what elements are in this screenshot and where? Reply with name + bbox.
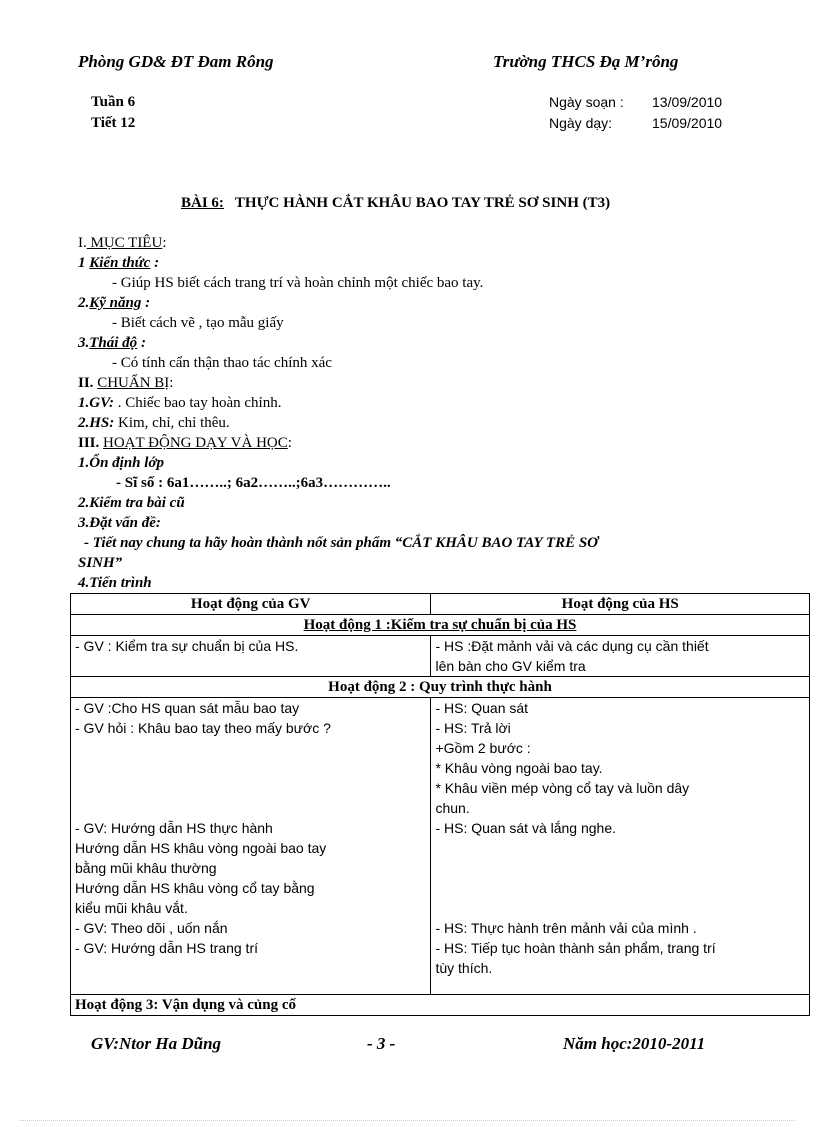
table-cell-line: - HS: Tiếp tục hoàn thành sản phẩm, trang trí [435, 940, 716, 956]
table-cell-line: Hướng dẫn HS khâu vòng cổ tay bằng [75, 880, 315, 896]
section-title: CHUẨN BỊ [97, 375, 170, 391]
table-cell-line: bằng mũi khâu thường [75, 860, 217, 876]
student-prep-text: Kim, chỉ, chỉ thêu. [114, 415, 230, 431]
lesson-body [78, 233, 798, 593]
student-label: 2.HS: [78, 415, 115, 431]
skills-heading [78, 293, 150, 313]
table-header-row [71, 594, 810, 615]
colon: : [137, 335, 146, 351]
prep-date-label: Ngày soạn : [549, 94, 624, 110]
heading-text: Kiến thức [89, 255, 151, 271]
step-procedure: 4.Tiến trình [78, 575, 152, 591]
activity-2-title: Hoạt động 2 : Quy trình thực hành [71, 677, 810, 698]
teach-date: 15/09/2010 [652, 115, 723, 131]
activity-1-row [71, 636, 810, 677]
section-preparation [78, 373, 173, 393]
table-cell-line: +Gồm 2 bước : [435, 740, 531, 756]
step-problem-statement: 3.Đặt vấn đề: [78, 515, 161, 531]
colon: : [169, 375, 174, 391]
activity-3-title: Hoạt động 3: Vận dụng và củng cố [71, 995, 810, 1016]
section-title: MỤC TIÊU [86, 235, 163, 251]
table-cell-line: Hướng dẫn HS khâu vòng ngoài bao tay [75, 840, 327, 856]
section-number: I. [78, 235, 87, 251]
activities-table [70, 593, 810, 1016]
prep-date: 13/09/2010 [652, 94, 723, 110]
teach-date-label: Ngày dạy: [549, 115, 613, 131]
problem-text-line1: - Tiết nay chung ta hãy hoàn thành nốt sản phẩm “CẮT KHÂU BAO TAY TRẺ SƠ [84, 535, 599, 551]
number: 3. [78, 335, 90, 351]
activity-1-student-cell [431, 636, 810, 677]
table-cell-line [435, 878, 805, 898]
table-cell-line [435, 858, 805, 878]
number: 1 [78, 255, 90, 271]
table-cell-line: lên bàn cho GV kiểm tra [435, 658, 586, 674]
table-cell-line [75, 758, 426, 778]
step-class-order: 1.Ổn định lớp [78, 455, 164, 471]
lesson-number: BÀI 6: [181, 195, 224, 211]
table-cell-line: - GV: Theo dõi , uốn nắn [75, 920, 228, 936]
section-activities [78, 433, 292, 453]
week-label: Tuần 6 [91, 94, 136, 110]
knowledge-heading [78, 253, 159, 273]
table-cell-line [75, 798, 426, 818]
table-cell-line: * Khâu viền mép vòng cổ tay và luồn dây [435, 780, 690, 796]
problem-text-line2: SINH” [78, 555, 123, 571]
activity-2-row [71, 698, 810, 995]
section-objectives [78, 233, 166, 253]
table-cell-line: kiểu mũi khâu vắt. [75, 900, 188, 916]
table-cell-line: - GV hỏi : Khâu bao tay theo mấy bước ? [75, 720, 331, 736]
column-header-teacher: Hoạt động của GV [71, 594, 431, 615]
colon: : [287, 435, 292, 451]
teacher-prep [78, 393, 281, 413]
colon: : [150, 255, 160, 271]
header-department: Phòng GD& ĐT Đam Rông [78, 52, 274, 71]
footer-school-year: Năm học:2010-2011 [563, 1034, 706, 1053]
table-cell-line [435, 838, 805, 858]
table-cell-line: - HS: Trả lời [435, 720, 511, 736]
teacher-label: 1.GV: [78, 395, 114, 411]
footer-teacher: GV:Ntor Ha Dũng [91, 1034, 222, 1053]
table-cell-line [75, 778, 426, 798]
attendance-text: - Sĩ số : 6a1……..; 6a2……..;6a3………….. [116, 475, 391, 491]
activity-1-title-text: Hoạt động 1 :Kiểm tra sự chuẩn bị của HS [303, 617, 577, 633]
table-cell-line: - HS: Quan sát và lắng nghe. [435, 820, 617, 836]
heading-text: Thái độ [89, 335, 138, 351]
table-cell-line: - GV :Cho HS quan sát mẫu bao tay [75, 700, 300, 716]
colon: : [162, 235, 167, 251]
attitude-heading [78, 333, 146, 353]
table-cell-line: - GV : Kiểm tra sự chuẩn bị của HS. [75, 638, 299, 654]
table-cell-line: chun. [435, 800, 470, 816]
activity-2-teacher-cell [71, 698, 431, 995]
number: 2. [78, 295, 90, 311]
student-prep [78, 413, 230, 433]
footer-page-number: - 3 - [367, 1034, 396, 1053]
header-school: Trường THCS Đạ M’rông [493, 52, 679, 71]
table-cell-line [75, 738, 426, 758]
activity-3-title-row [71, 995, 810, 1016]
section-number: III. [78, 435, 104, 451]
section-number: II. [78, 375, 98, 391]
step-old-lesson-check: 2.Kiểm tra bài cũ [78, 495, 185, 511]
attitude-text: - Có tính cẩn thận thao tác chính xác [112, 355, 332, 371]
activity-1-teacher-cell [71, 636, 431, 677]
column-header-student: Hoạt động của HS [431, 594, 810, 615]
lesson-title [181, 195, 610, 212]
table-cell-line: - GV: Hướng dẫn HS trang trí [75, 940, 258, 956]
table-cell-line: - HS: Thực hành trên mảnh vải của mình . [435, 920, 697, 936]
activity-1-title [71, 615, 810, 636]
table-cell-line: - HS: Quan sát [435, 700, 529, 716]
period-label: Tiết 12 [91, 115, 136, 131]
table-cell-line: * Khâu vòng ngoài bao tay. [435, 760, 603, 776]
table-cell-line: - GV: Hướng dẫn HS thực hành [75, 820, 273, 836]
table-cell-line: - HS :Đặt mảnh vải và các dụng cụ cần thiết [435, 638, 709, 654]
knowledge-text: - Giúp HS biết cách trang trí và hoàn chỉnh một chiếc bao tay. [112, 275, 484, 291]
section-title: HOẠT ĐỘNG DẠY VÀ HỌC [103, 435, 288, 451]
colon: : [141, 295, 151, 311]
activity-2-title-row [71, 677, 810, 698]
skills-text: - Biết cách vẽ , tạo mẫu giấy [112, 315, 284, 331]
activity-1-title-row [71, 615, 810, 636]
table-cell-line: tùy thích. [435, 960, 493, 976]
teacher-prep-text: . Chiếc bao tay hoàn chỉnh. [113, 395, 282, 411]
lesson-name: THỰC HÀNH CẮT KHÂU BAO TAY TRẺ SƠ SINH (T3) [234, 195, 611, 211]
activity-2-student-cell [431, 698, 810, 995]
heading-text: Kỹ năng [89, 295, 142, 311]
table-cell-line [435, 898, 805, 918]
page-edge-divider [20, 1120, 796, 1121]
